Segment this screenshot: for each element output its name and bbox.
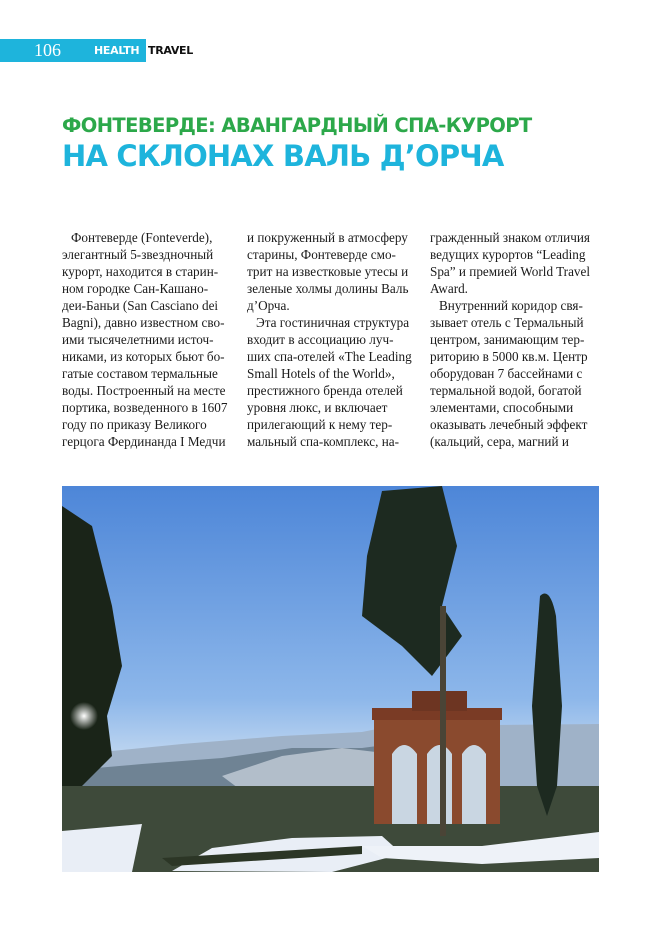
text-line: риторию в 5000 кв.м. Центр <box>430 349 588 364</box>
text-line: элегантный 5-звездночный <box>62 247 214 262</box>
article-title-line-2: НА СКЛОНАХ ВАЛЬ Д’ОРЧА <box>62 139 504 173</box>
resort-photo <box>62 486 599 872</box>
snow-path <box>62 824 142 872</box>
text-line: оборудован 7 бассейнами с <box>430 366 583 381</box>
text-line: уровня люкс, и включает <box>247 400 388 415</box>
text-line: портика, возведенного в 1607 <box>62 400 228 415</box>
text-line: герцога Фердинанда I Медчи <box>62 434 226 449</box>
brick-portico <box>372 691 502 824</box>
text-column-1 <box>62 229 238 450</box>
text-line: ведущих курортов “Leading <box>430 247 586 262</box>
page-number: 106 <box>34 40 61 60</box>
text-line: зеленые холмы долины Валь <box>247 281 409 296</box>
text-line: центром, занимающим тер- <box>430 332 585 347</box>
text-line: Bagni), давно известном сво- <box>62 315 225 330</box>
photo-illustration <box>62 486 599 872</box>
text-line: году по приказу Великого <box>62 417 207 432</box>
text-line: престижного бренда отелей <box>247 383 403 398</box>
text-line: д’Орча. <box>247 298 290 313</box>
section-label-travel: TRAVEL <box>148 44 193 57</box>
text-line: (кальций, сера, магний и <box>430 434 569 449</box>
text-line: Фонтеверде (Fonteverde), <box>71 230 213 245</box>
text-line: ших спа-отелей «The Leading <box>247 349 412 364</box>
text-column-2 <box>247 229 423 450</box>
text-line: элементами, способными <box>430 400 574 415</box>
text-line: Spa” и премией World Travel <box>430 264 591 279</box>
text-line: гражденный знаком отличия <box>430 230 590 245</box>
text-line: термальной водой, богатой <box>430 383 582 398</box>
text-line: прилегающий к нему тер- <box>247 417 393 432</box>
text-line: Small Hotels of the World», <box>247 366 395 381</box>
text-line: воды. Построенный на месте <box>62 383 226 398</box>
text-line: и покруженный в атмосферу <box>247 230 408 245</box>
text-line: Внутренний коридор свя- <box>439 298 583 313</box>
text-line: Эта гостиничная структура <box>256 315 410 330</box>
text-line: старины, Фонтеверде смо- <box>247 247 396 262</box>
text-column-3 <box>430 229 606 450</box>
text-line: никами, из которых бьют бо- <box>62 349 225 364</box>
text-line: ими тысячелетними источ- <box>62 332 214 347</box>
text-line: деи-Баньи (San Casciano dei <box>62 298 219 313</box>
text-line: входит в ассоциацию луч- <box>247 332 394 347</box>
text-line: Award. <box>430 281 468 296</box>
text-line: трит на известковые утесы и <box>247 264 409 279</box>
text-line: зывает отель с Термальный <box>430 315 584 330</box>
text-line: мальный спа-комплекс, на- <box>247 434 399 449</box>
article-title-line-1: ФОНТЕВЕРДЕ: АВАНГАРДНЫЙ СПА-КУРОРТ <box>62 114 532 137</box>
section-label-health: HEALTH <box>94 44 140 57</box>
text-line: оказывать лечебный эффект <box>430 417 588 432</box>
text-line: гатые составом термальные <box>62 366 218 381</box>
sun-glare <box>70 702 98 730</box>
text-line: ном городке Сан-Кашано- <box>62 281 209 296</box>
text-line: курорт, находится в старин- <box>62 264 219 279</box>
